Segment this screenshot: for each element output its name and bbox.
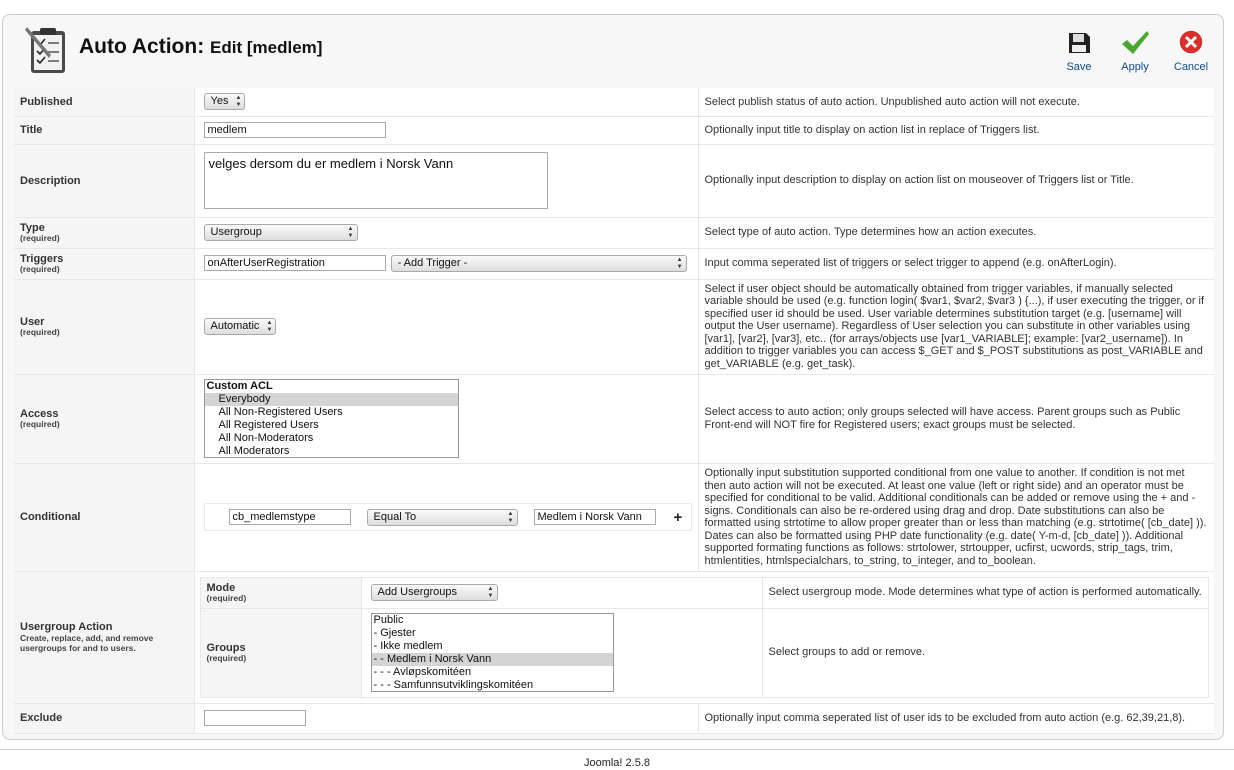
title-label: Title — [14, 116, 194, 144]
add-trigger-select[interactable] — [391, 255, 687, 272]
select-arrows-icon: ▲ ▼ — [347, 226, 354, 239]
user-select[interactable] — [204, 318, 277, 335]
edit-panel — [2, 14, 1224, 740]
triggers-input[interactable]: onAfterUserRegistration — [204, 255, 386, 271]
select-arrows-icon: ▲ ▼ — [487, 586, 494, 599]
form-table — [14, 88, 1214, 734]
groups-option[interactable]: - - Medlem i Norsk Vann — [372, 653, 613, 666]
title-input[interactable]: medlem — [204, 122, 386, 138]
mode-label: Mode — [206, 582, 236, 594]
access-option[interactable]: Custom ACL — [206, 380, 273, 392]
groups-option[interactable]: - Gjester — [373, 627, 416, 639]
conditional-label: Conditional — [14, 463, 194, 571]
cancel-button[interactable] — [1163, 27, 1219, 77]
description-label: Description — [14, 144, 194, 217]
published-select[interactable] — [204, 93, 246, 110]
clipboard-checklist-icon — [23, 25, 73, 75]
row-user — [14, 279, 1214, 374]
footer-divider — [0, 749, 1234, 750]
groups-required: (required) — [206, 653, 247, 663]
row-groups — [200, 608, 1209, 697]
published-value: Yes — [210, 95, 229, 108]
type-label: Type — [20, 222, 45, 234]
toolbar — [1051, 27, 1219, 77]
type-help: Select type of auto action. Type determines how an action executes. — [698, 217, 1214, 248]
access-help: Select access to auto action; only groups selected will have access. Parent groups such as Public Front-end will NOT fire for Registered users; exact groups must be selected. — [698, 374, 1214, 463]
row-type — [14, 217, 1214, 248]
usergroup-action-table — [200, 577, 1210, 698]
access-option[interactable]: All Registered Users — [218, 419, 319, 431]
conditional-row[interactable] — [204, 503, 692, 531]
row-published — [14, 88, 1214, 116]
page-title-sub: Edit [medlem] — [210, 38, 323, 57]
triggers-help: Input comma seperated list of triggers or select trigger to append (e.g. onAfterLogin). — [698, 248, 1214, 279]
footer-version: Joomla! 2.5.8 — [583, 757, 651, 769]
row-conditional — [14, 463, 1214, 571]
groups-option[interactable]: Public — [373, 614, 404, 626]
groups-option[interactable]: - - - Avløpskomitéen — [373, 666, 472, 678]
access-option[interactable]: All Moderators — [218, 445, 290, 457]
floppy-disk-icon — [1063, 27, 1095, 59]
add-conditional-button[interactable]: + — [673, 508, 683, 526]
row-exclude — [14, 703, 1214, 733]
mode-value: Add Usergroups — [377, 586, 457, 598]
select-arrows-icon: ▲ ▼ — [235, 95, 242, 109]
access-required: (required) — [20, 419, 60, 429]
type-value: Usergroup — [210, 226, 262, 238]
apply-button[interactable] — [1107, 27, 1163, 77]
mode-required: (required) — [206, 593, 247, 603]
row-triggers — [14, 248, 1214, 279]
description-textarea[interactable] — [204, 152, 548, 209]
access-listbox[interactable] — [204, 379, 459, 458]
header — [3, 15, 1223, 89]
exclude-input[interactable] — [204, 710, 306, 726]
mode-select[interactable] — [371, 584, 498, 601]
user-help: Select if user object should be automatically obtained from trigger variables, if manually selected variable should be used (e.g. function login( $var1, $var2, $var3 ) {...), if user executing the trigger, or if specified user id should be used. User variable determines substitution target (e.g. [username] will output the User username). Regardless of User selection you can substitute in other variables using [var1], [var2], [var3], etc.. (for arrays/objects use [var1_VARIABLE]; example: [var2_username]). In addition to trigger variables you can access $_GET and $_POST substitutions as post_VARIABLE and get_VARIABLE (e.g. get_task). — [698, 279, 1214, 374]
mode-help: Select usergroup mode. Mode determines what type of action is performed automatically. — [762, 577, 1209, 608]
access-label: Access — [20, 408, 59, 420]
conditional-value-input[interactable]: Medlem i Norsk Vann — [534, 509, 656, 525]
cancel-label: Cancel — [1173, 61, 1209, 73]
save-label: Save — [1066, 61, 1092, 73]
row-access — [14, 374, 1214, 463]
usergroup-action-label: Usergroup Action — [20, 621, 113, 633]
type-required: (required) — [20, 233, 60, 243]
select-arrows-icon: ▲ ▼ — [266, 320, 273, 333]
triggers-label: Triggers — [20, 253, 64, 265]
exclude-help: Optionally input comma seperated list of user ids to be excluded from auto action (e.g. 62,39,21,8). — [698, 703, 1214, 733]
add-trigger-value: - Add Trigger - — [397, 257, 468, 269]
row-description — [14, 144, 1214, 217]
groups-listbox[interactable] — [371, 613, 614, 692]
apply-label: Apply — [1121, 61, 1149, 73]
row-title — [14, 116, 1214, 144]
access-option[interactable]: Everybody — [205, 393, 458, 406]
groups-label: Groups — [206, 642, 246, 654]
access-option[interactable]: All Non-Registered Users — [218, 406, 343, 418]
row-usergroup-action — [14, 571, 1214, 703]
type-select[interactable] — [204, 224, 358, 241]
user-value: Automatic — [210, 320, 260, 332]
groups-option[interactable]: - - - Samfunnsutviklingskomitéen — [373, 679, 534, 691]
row-mode — [200, 577, 1209, 608]
published-help: Select publish status of auto action. Unpublished auto action will not execute. — [698, 88, 1214, 116]
select-arrows-icon: ▲ ▼ — [676, 257, 683, 270]
conditional-help: Optionally input substitution supported conditional from one value to another. If condition is not met then auto action will not be executed. At least one value (left or right side) and an operator must be specified for conditional to be valid. Additional conditionals can be added or remove using the + and - signs. Conditionals can also be re-ordered using drag and drop. Date substitutions can also be formatted using strtotime to allow proper greater than or less than matching (e.g. strtotime( [cb_date] )). Dates can also be formatted using PHP date functionality (e.g. date( Y-m-d, [cb_date] )). Additional supported formating functions as follows: strtolower, strtoupper, ucfirst, ucwords, strip_tags, trim, htmlentities, htmlspecialchars, to_string, to_integer, and to_boolean. — [698, 463, 1214, 571]
description-help: Optionally input description to display on action list on mouseover of Triggers list or Title. — [698, 144, 1214, 217]
conditional-operator-select[interactable] — [367, 509, 518, 526]
usergroup-action-desc: Create, replace, add, and remove usergroups for and to users. — [20, 633, 154, 653]
conditional-field-input[interactable]: cb_medlemstype — [229, 509, 351, 525]
page-title-main: Auto Action: — [79, 35, 205, 58]
checkmark-icon — [1119, 27, 1151, 59]
user-label: User — [20, 316, 45, 328]
triggers-required: (required) — [20, 264, 60, 274]
cancel-x-icon — [1175, 27, 1207, 59]
save-button[interactable] — [1051, 27, 1107, 77]
select-arrows-icon: ▲ ▼ — [507, 510, 514, 524]
exclude-label: Exclude — [14, 703, 194, 733]
published-label: Published — [14, 88, 194, 116]
page-title — [79, 35, 322, 59]
groups-help: Select groups to add or remove. — [762, 608, 1209, 697]
description-value: velges dersom du er medlem i Norsk Vann — [208, 156, 454, 171]
user-required: (required) — [20, 327, 60, 337]
groups-option[interactable]: - Ikke medlem — [373, 640, 443, 652]
title-help: Optionally input title to display on action list in replace of Triggers list. — [698, 116, 1214, 144]
access-option[interactable]: All Non-Moderators — [218, 432, 314, 444]
conditional-operator-value: Equal To — [373, 510, 417, 523]
